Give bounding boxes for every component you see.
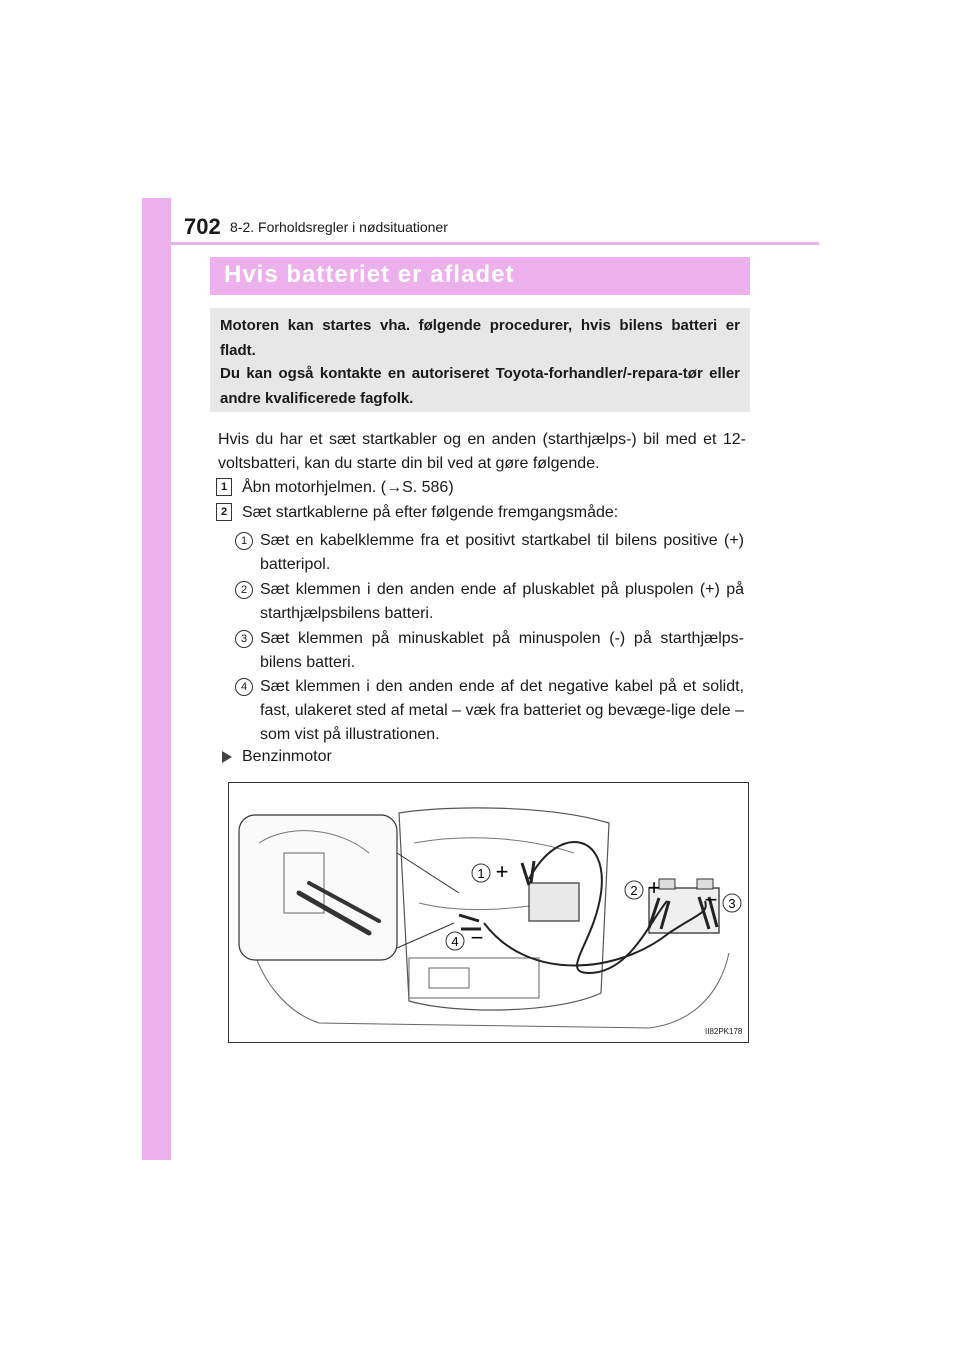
- callout-1: 1: [477, 866, 485, 881]
- substep-number-1: 1: [235, 532, 253, 550]
- chapter-tab-sidebar: [142, 198, 171, 1160]
- minus-sign-1: −: [704, 887, 718, 912]
- step-number-2: 2: [216, 503, 232, 521]
- substep-text-3: Sæt klemmen på minuskablet på minuspolen (-) på starthjælps-bilens batteri.: [260, 630, 744, 671]
- step-number-1: 1: [216, 478, 232, 496]
- figure-code: II82PK178: [705, 1027, 743, 1036]
- substep-number-4: 4: [235, 678, 253, 696]
- jump-start-illustration: [228, 782, 749, 1043]
- step-text-2: Sæt startkablerne på efter følgende fremgangsmåde:: [242, 504, 619, 521]
- intro-line-1: Motoren kan startes vha. følgende procedurer, hvis bilens batteri er fladt.: [220, 317, 740, 359]
- variant-label: Benzinmotor: [242, 748, 332, 765]
- body-paragraph: Hvis du har et sæt startkabler og en anden (starthjælps-) bil med et 12-voltsbatteri, kan du starte din bil ved at gøre følgende.: [218, 431, 746, 472]
- header-divider: [171, 242, 819, 245]
- minus-sign-2: −: [470, 925, 484, 950]
- section-title-bar: [210, 257, 750, 295]
- substep-number-3: 3: [235, 630, 253, 648]
- intro-box: [210, 308, 750, 412]
- substep-text-1: Sæt en kabelklemme fra et positivt startkabel til bilens positive (+) batteripol.: [260, 532, 744, 573]
- substep-text-2: Sæt klemmen i den anden ende af pluskablet på pluspolen (+) på starthjælpsbilens batteri.: [260, 581, 744, 622]
- substep-number-2: 2: [235, 581, 253, 599]
- plus-sign-2: +: [647, 875, 661, 900]
- illustration-drawing: [229, 783, 749, 1043]
- triangle-bullet-icon: [222, 751, 232, 763]
- callout-4: 4: [451, 934, 459, 949]
- callout-2: 2: [630, 883, 638, 898]
- intro-line-2: Du kan også kontakte en autoriseret Toyota-forhandler/-repara-tør eller andre kvalificerede fagfolk.: [220, 365, 740, 407]
- section-title: Hvis batteriet er afladet: [224, 261, 515, 288]
- callout-3: 3: [728, 896, 736, 911]
- chapter-heading: 8-2. Forholdsregler i nødsituationer: [230, 219, 448, 235]
- plus-sign-1: +: [495, 859, 509, 884]
- substep-text-4: Sæt klemmen i den anden ende af det negative kabel på et solidt, fast, ulakeret sted af metal – væk fra batteriet og bevæge-lige dele – som vist på illustrationen.: [260, 678, 744, 743]
- page-number: 702: [184, 214, 221, 239]
- step-text-1: Åbn motorhjelmen. (→S. 586): [242, 479, 454, 496]
